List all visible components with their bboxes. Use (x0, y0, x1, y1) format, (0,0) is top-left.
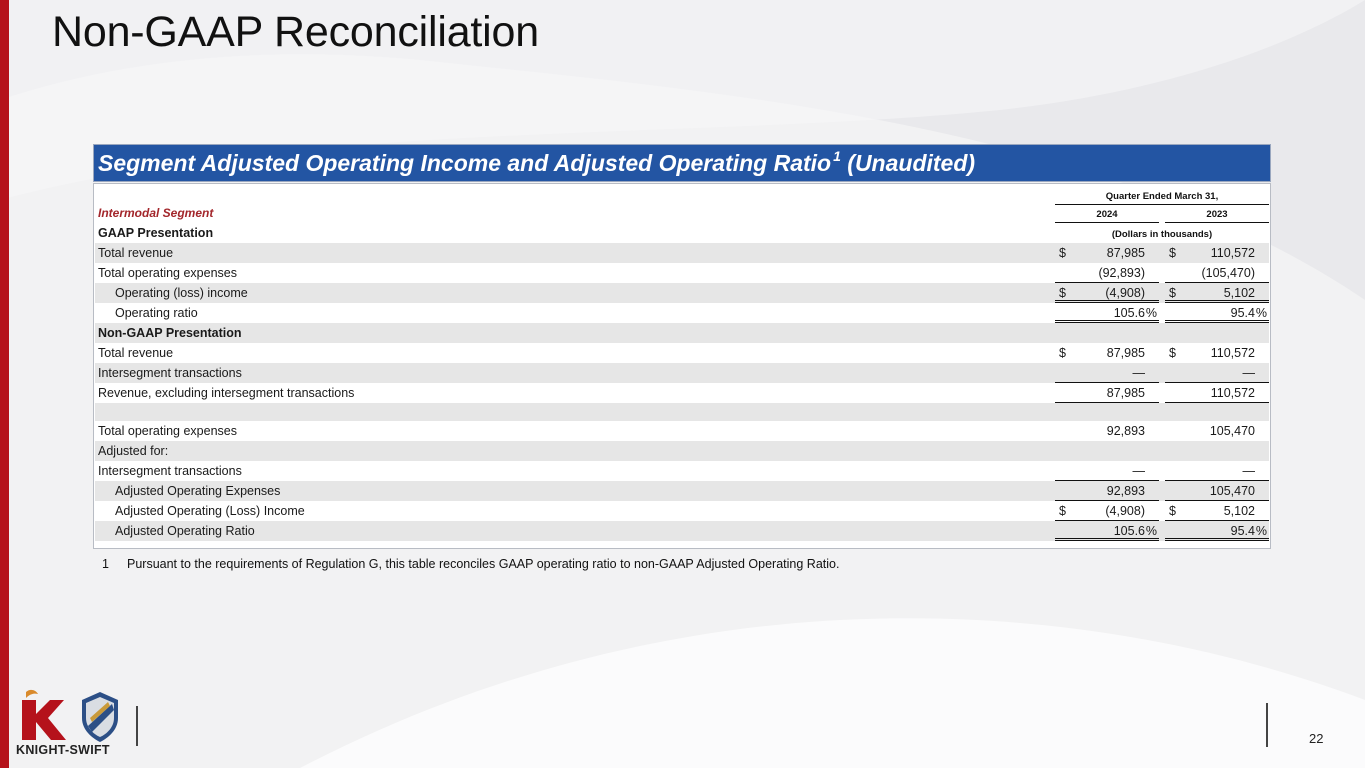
value-cell-2023 (1165, 441, 1269, 461)
year-2023-header: 2023 (1165, 209, 1269, 223)
table-row (95, 481, 1269, 501)
value-cell-2024 (1055, 521, 1159, 541)
table-row (95, 441, 1269, 461)
row-label: Adjusted Operating Expenses (115, 484, 281, 498)
value-cell-2024 (1055, 283, 1159, 303)
value-cell-2023 (1165, 521, 1269, 541)
value-cell-2024 (1055, 323, 1159, 343)
table-title-suffix: (Unaudited) (847, 150, 976, 176)
table-title: Segment Adjusted Operating Income and Adjusted Operating Ratio (98, 150, 832, 176)
currency-symbol: $ (1059, 246, 1066, 260)
row-label: Total revenue (98, 346, 174, 360)
year-2024-header: 2024 (1055, 209, 1159, 223)
value-cell-2024 (1055, 501, 1159, 521)
cell-value: 5,102 (1223, 504, 1255, 518)
segment-label: Intermodal Segment (98, 206, 214, 220)
table-row (95, 283, 1269, 303)
table-title-banner (93, 144, 1271, 182)
brand-wordmark: KNIGHT-SWIFT (16, 743, 110, 757)
row-label: Operating (loss) income (115, 286, 248, 300)
value-cell-2023 (1165, 363, 1269, 383)
cell-value: (105,470) (1201, 266, 1255, 280)
footnote (102, 557, 839, 571)
cell-value: 110,572 (1210, 246, 1255, 260)
value-cell-2023 (1165, 501, 1269, 521)
value-cell-2024 (1055, 343, 1159, 363)
period-header: Quarter Ended March 31, (1055, 191, 1269, 205)
cell-value: 95.4 (1230, 306, 1255, 320)
value-cell-2023 (1165, 323, 1269, 343)
value-cell-2024 (1055, 461, 1159, 481)
value-cell-2023 (1165, 461, 1269, 481)
cell-value: 105.6 (1113, 524, 1145, 538)
table-row (95, 383, 1269, 403)
percent-symbol: % (1145, 524, 1157, 538)
cell-value: — (1242, 464, 1255, 478)
value-cell-2024 (1055, 243, 1159, 263)
currency-symbol: $ (1059, 286, 1066, 300)
table-row (95, 421, 1269, 441)
table-row (95, 223, 1269, 243)
slide-title: Non-GAAP Reconciliation (52, 8, 539, 56)
cell-value: (4,908) (1105, 504, 1145, 518)
value-cell-2023 (1165, 383, 1269, 403)
cell-value: (92,893) (1098, 266, 1145, 280)
row-label: Revenue, excluding intersegment transactions (98, 386, 355, 400)
value-cell-2023 (1165, 223, 1269, 243)
cell-value: 105,470 (1209, 424, 1255, 438)
units-header: (Dollars in thousands) (1111, 229, 1213, 240)
currency-symbol: $ (1169, 504, 1176, 518)
table-row (95, 323, 1269, 343)
value-cell-2023 (1165, 421, 1269, 441)
value-cell-2023 (1165, 481, 1269, 501)
left-accent-bar (0, 0, 9, 768)
table-row (95, 403, 1269, 421)
row-label: Intersegment transactions (98, 366, 242, 380)
currency-symbol: $ (1169, 246, 1176, 260)
value-cell-2024 (1055, 481, 1159, 501)
percent-symbol: % (1255, 306, 1267, 320)
value-cell-2024 (1055, 223, 1159, 243)
table-row (95, 343, 1269, 363)
cell-value: — (1132, 464, 1145, 478)
cell-value: — (1242, 366, 1255, 380)
table-row (95, 501, 1269, 521)
cell-value: 105.6 (1113, 306, 1145, 320)
cell-value: 110,572 (1210, 346, 1255, 360)
table-row (95, 303, 1269, 323)
value-cell-2024 (1055, 441, 1159, 461)
value-cell-2023 (1165, 243, 1269, 263)
row-label: Intersegment transactions (98, 464, 242, 478)
cell-value: 110,572 (1210, 386, 1255, 400)
cell-value: 92,893 (1106, 424, 1145, 438)
row-label: Total revenue (98, 246, 174, 260)
table-row (95, 461, 1269, 481)
percent-symbol: % (1255, 524, 1267, 538)
cell-value: 87,985 (1106, 246, 1145, 260)
currency-symbol: $ (1169, 346, 1176, 360)
percent-symbol: % (1145, 306, 1157, 320)
row-label: Operating ratio (115, 306, 198, 320)
footer-divider-right (1266, 703, 1268, 747)
currency-symbol: $ (1169, 286, 1176, 300)
value-cell-2024 (1055, 363, 1159, 383)
cell-value: 87,985 (1106, 346, 1145, 360)
row-label: Non-GAAP Presentation (98, 326, 242, 340)
value-cell-2024 (1055, 421, 1159, 441)
value-cell-2023 (1165, 343, 1269, 363)
footnote-text: Pursuant to the requirements of Regulation G, this table reconciles GAAP operating ratio to non-GAAP Adjusted Operating Ratio. (127, 557, 840, 571)
value-cell-2024 (1055, 383, 1159, 403)
cell-value: (4,908) (1105, 286, 1145, 300)
row-label: Adjusted for: (98, 444, 169, 458)
value-cell-2023 (1165, 283, 1269, 303)
cell-value: 87,985 (1106, 386, 1145, 400)
row-label: Adjusted Operating (Loss) Income (115, 504, 305, 518)
cell-value: — (1132, 366, 1145, 380)
footnote-number: 1 (102, 557, 109, 571)
row-label: Total operating expenses (98, 266, 237, 280)
table-row (95, 243, 1269, 263)
reconciliation-table (93, 183, 1271, 549)
value-cell-2023 (1165, 263, 1269, 283)
page-number: 22 (1309, 731, 1324, 746)
table-row (95, 263, 1269, 283)
cell-value: 105,470 (1209, 484, 1255, 498)
row-label: GAAP Presentation (98, 226, 214, 240)
value-cell-2024 (1055, 403, 1159, 423)
value-cell-2024 (1055, 303, 1159, 323)
table-row (95, 363, 1269, 383)
row-label: Total operating expenses (98, 424, 237, 438)
cell-value: 95.4 (1230, 524, 1255, 538)
cell-value: 92,893 (1106, 484, 1145, 498)
value-cell-2024 (1055, 263, 1159, 283)
currency-symbol: $ (1059, 504, 1066, 518)
footer-divider-left (136, 706, 138, 746)
value-cell-2023 (1165, 303, 1269, 323)
row-label: Adjusted Operating Ratio (115, 524, 255, 538)
table-row (95, 521, 1269, 541)
cell-value: 5,102 (1223, 286, 1255, 300)
currency-symbol: $ (1059, 346, 1066, 360)
value-cell-2023 (1165, 403, 1269, 423)
table-title-footnote-ref: 1 (833, 148, 841, 164)
